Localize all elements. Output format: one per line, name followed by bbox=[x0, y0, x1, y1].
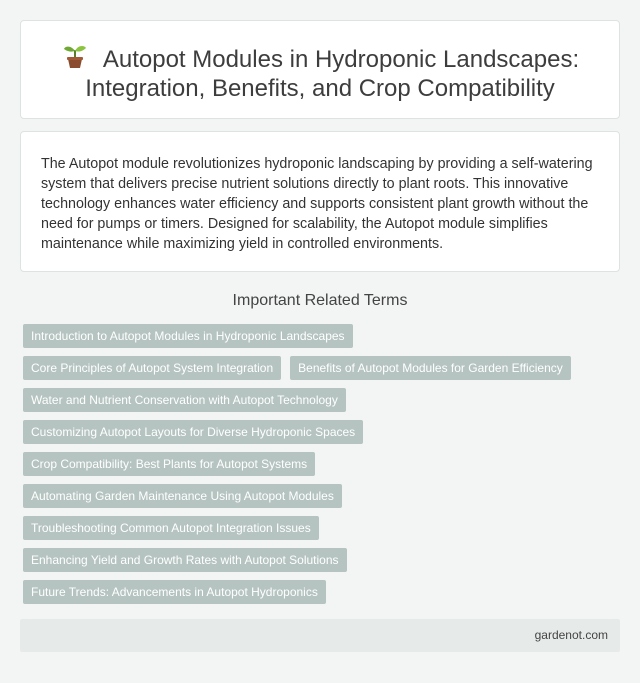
tag-link[interactable]: Automating Garden Maintenance Using Autopot Modules bbox=[23, 484, 342, 508]
intro-card bbox=[20, 131, 620, 272]
tag-link[interactable]: Benefits of Autopot Modules for Garden Efficiency bbox=[290, 356, 571, 380]
page-title bbox=[21, 42, 619, 103]
tag-link[interactable]: Introduction to Autopot Modules in Hydroponic Landscapes bbox=[23, 324, 353, 348]
tag-row bbox=[23, 548, 603, 580]
tag-link[interactable]: Crop Compatibility: Best Plants for Autopot Systems bbox=[23, 452, 315, 476]
tag-link[interactable]: Future Trends: Advancements in Autopot Hydroponics bbox=[23, 580, 326, 604]
tag-row bbox=[23, 580, 603, 612]
sprout-icon bbox=[61, 42, 89, 70]
tag-link[interactable]: Troubleshooting Common Autopot Integration Issues bbox=[23, 516, 319, 540]
title-card bbox=[20, 20, 620, 119]
tag-row bbox=[23, 484, 603, 516]
tag-row bbox=[23, 324, 603, 356]
related-terms-list bbox=[23, 324, 603, 612]
tag-row bbox=[23, 356, 603, 388]
title-line-1: Autopot Modules in Hydroponic Landscapes: bbox=[102, 46, 580, 73]
intro-paragraph: The Autopot module revolutionizes hydroponic landscaping by providing a self-watering system that delivers precise nutrient solutions directly to plant roots. This innovative technology enhances water efficiency and supports consistent plant growth without the need for pumps or timers. Designed for scalability, the Autopot module simplifies maintenance while maximizing yield in controlled environments. bbox=[41, 156, 593, 252]
title-line-2: Integration, Benefits, and Crop Compatibility bbox=[85, 75, 555, 102]
related-terms-heading: Important Related Terms bbox=[232, 292, 408, 309]
tag-link[interactable]: Water and Nutrient Conservation with Autopot Technology bbox=[23, 388, 346, 412]
footer-site-name: gardenot.com bbox=[534, 628, 608, 642]
tag-row bbox=[23, 516, 603, 548]
tag-link[interactable]: Core Principles of Autopot System Integration bbox=[23, 356, 281, 380]
tag-row bbox=[23, 388, 603, 420]
tag-row bbox=[23, 420, 603, 452]
tag-link[interactable]: Enhancing Yield and Growth Rates with Autopot Solutions bbox=[23, 548, 347, 572]
tag-row bbox=[23, 452, 603, 484]
tag-link[interactable]: Customizing Autopot Layouts for Diverse Hydroponic Spaces bbox=[23, 420, 363, 444]
footer bbox=[20, 619, 620, 652]
